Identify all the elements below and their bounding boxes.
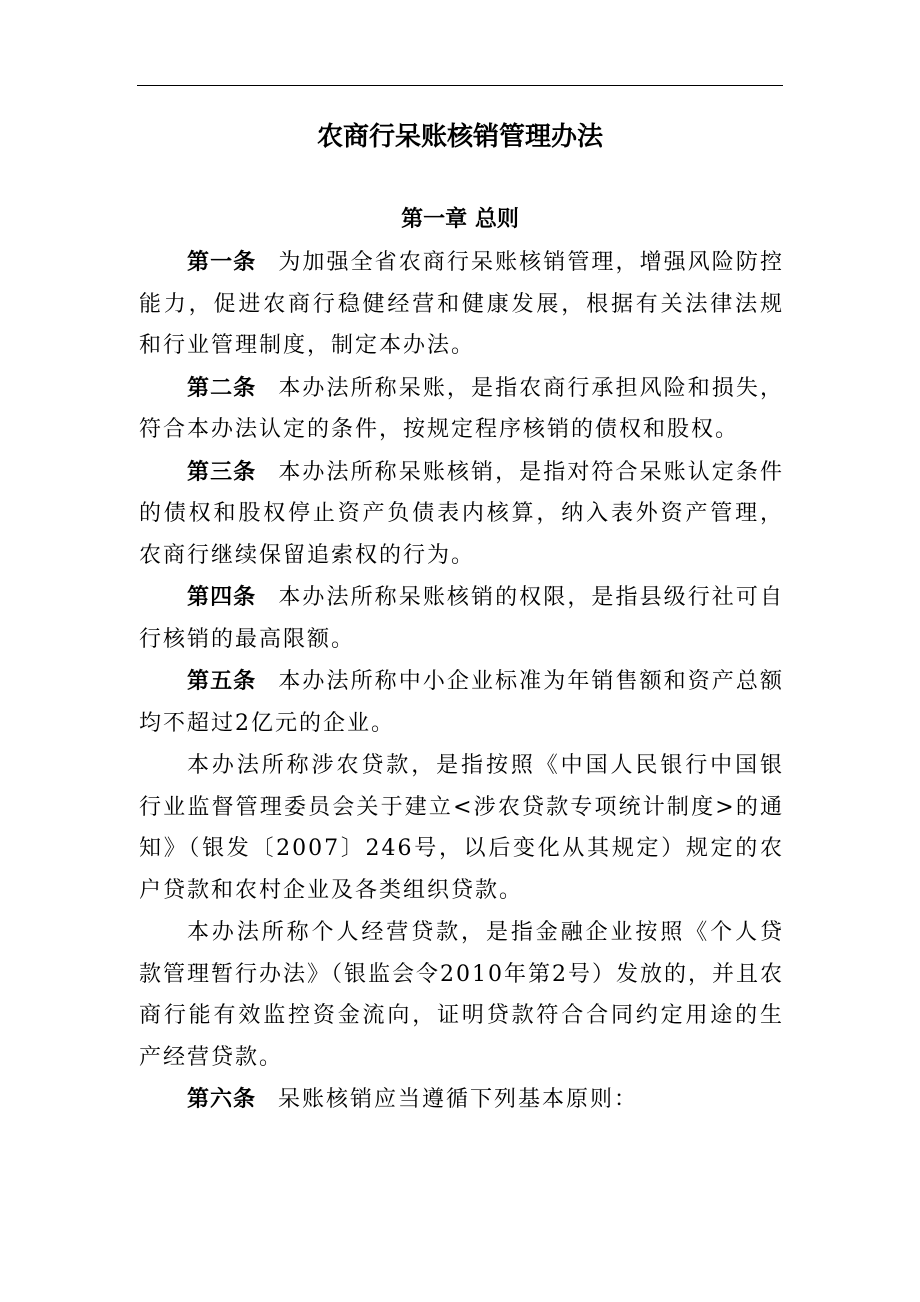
article-6	[139, 1079, 784, 1121]
article-text: 本办法所称呆账核销，是指对符合呆账认定条件的债权和股权停止资产负债表内核算，纳入表外资产管理，农商行继续保留追索权的行为。	[139, 459, 784, 568]
article-label: 第四条	[187, 585, 257, 610]
article-3	[139, 452, 784, 577]
article-label: 第三条	[187, 459, 257, 485]
article-label: 第六条	[187, 1087, 257, 1112]
article-text: 为加强全省农商行呆账核销管理，增强风险防控能力，促进农商行稳健经营和健康发展，根据有关法律法规和行业管理制度，制定本办法。	[139, 250, 784, 358]
article-text: 本办法所称呆账，是指农商行承担风险和损失，符合本办法认定的条件，按规定程序核销的债权和股权。	[139, 375, 784, 442]
chapter-title: 第一章 总则	[401, 207, 519, 232]
article-5-paragraph-3	[139, 912, 784, 1078]
document-body	[139, 242, 784, 1121]
article-1	[139, 242, 784, 367]
document-title: 农商行呆账核销管理办法	[316, 122, 603, 152]
article-2	[139, 368, 784, 451]
article-text: 本办法所称个人经营贷款，是指金融企业按照《个人贷款管理暂行办法》（银监会令2010年第2号）发放的，并且农商行能有效监控资金流向，证明贷款符合合同约定用途的生产经营贷款。	[139, 920, 784, 1070]
article-text: 呆账核销应当遵循下列基本原则：	[278, 1087, 639, 1112]
article-text: 本办法所称呆账核销的权限，是指县级行社可自行核销的最高限额。	[139, 585, 784, 652]
article-label: 第五条	[187, 669, 257, 694]
article-5	[139, 661, 784, 744]
article-text: 本办法所称涉农贷款，是指按照《中国人民银行中国银行业监督管理委员会关于建立<涉农贷款专项统计制度>的通知》（银发〔2007〕246号，以后变化从其规定）规定的农户贷款和农村企业及各类组织贷款。	[139, 753, 784, 903]
article-4	[139, 577, 784, 660]
article-label: 第二条	[187, 375, 257, 401]
header-rule	[137, 85, 783, 86]
article-text: 本办法所称中小企业标准为年销售额和资产总额均不超过2亿元的企业。	[139, 669, 784, 736]
article-label: 第一条	[187, 250, 257, 275]
article-5-paragraph-2	[139, 745, 784, 911]
